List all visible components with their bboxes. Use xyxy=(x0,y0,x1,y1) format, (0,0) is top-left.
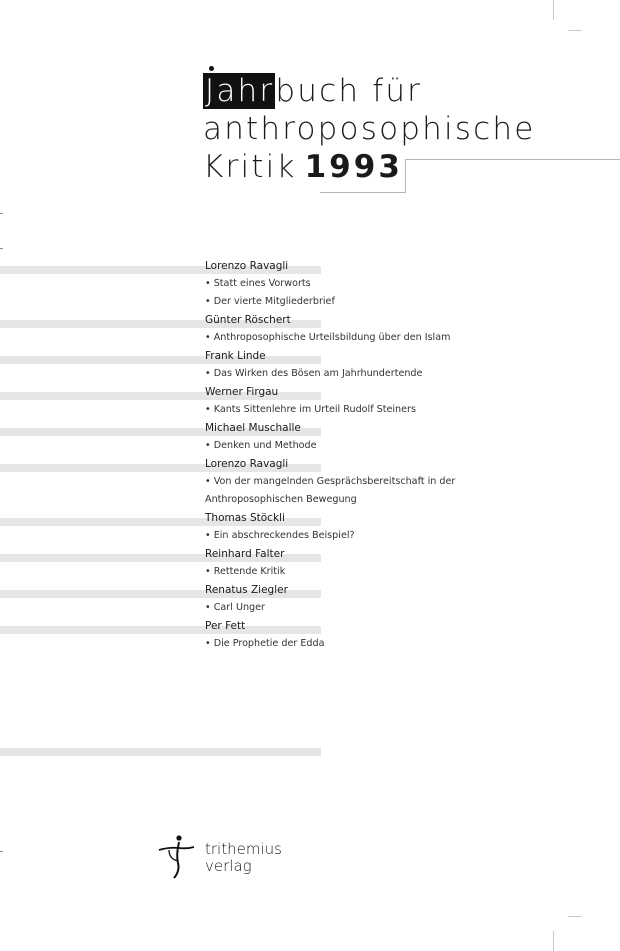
crop-mark xyxy=(553,0,554,20)
toc-author: Reinhard Falter xyxy=(205,548,285,560)
toc-article: • Die Prophetie der Edda xyxy=(205,638,325,649)
crop-mark xyxy=(0,248,3,249)
crop-mark xyxy=(553,931,554,951)
toc-article: • Anthroposophische Urteilsbildung über den Islam xyxy=(205,332,451,343)
crop-mark xyxy=(568,30,582,31)
title-word-kritik: Kritik xyxy=(203,149,297,185)
toc-article: • Von der mangelnden Gesprächsbereitschaft in der xyxy=(205,476,456,487)
decorative-bar xyxy=(0,748,321,756)
toc-article: • Statt eines Vorworts xyxy=(205,278,311,289)
toc-article: • Ein abschreckendes Beispiel? xyxy=(205,530,355,541)
publisher-line-2: verlag xyxy=(205,857,252,875)
crop-mark xyxy=(0,213,3,214)
toc-author: Günter Röschert xyxy=(205,314,291,326)
crop-mark xyxy=(0,851,3,852)
title-highlight: Jahr xyxy=(203,73,275,109)
toc-author: Werner Firgau xyxy=(205,386,279,398)
title-line-2: anthroposophische xyxy=(203,111,536,147)
publisher-line-1: trithemius xyxy=(205,840,282,858)
title-line-1 xyxy=(203,72,536,110)
toc-article: • Carl Unger xyxy=(205,602,265,613)
book-title xyxy=(203,72,536,186)
title-rule xyxy=(405,159,620,160)
table-of-contents xyxy=(205,257,605,653)
toc-article: Anthroposophischen Bewegung xyxy=(205,494,357,505)
title-dot xyxy=(209,66,214,71)
toc-article: • Denken und Methode xyxy=(205,440,317,451)
toc-article: • Das Wirken des Bösen am Jahrhundertende xyxy=(205,368,423,379)
title-line-3 xyxy=(203,148,536,186)
title-rest: buch für xyxy=(275,73,423,109)
title-rule xyxy=(320,192,406,193)
toc-author: Renatus Ziegler xyxy=(205,584,288,596)
toc-article: • Kants Sittenlehre im Urteil Rudolf Steiners xyxy=(205,404,416,415)
title-rule xyxy=(405,159,406,192)
publisher-name xyxy=(205,841,282,875)
toc-author: Lorenzo Ravagli xyxy=(205,260,289,272)
toc-article: • Rettende Kritik xyxy=(205,566,286,577)
toc-author: Michael Muschalle xyxy=(205,422,301,434)
toc-article: • Der vierte Mitgliederbrief xyxy=(205,296,335,307)
toc-author: Per Fett xyxy=(205,620,246,632)
crop-mark xyxy=(568,916,582,917)
toc-author: Frank Linde xyxy=(205,350,266,362)
toc-author: Thomas Stöckli xyxy=(205,512,285,524)
toc-author: Lorenzo Ravagli xyxy=(205,458,289,470)
trithemius-cross-logo-icon xyxy=(157,835,197,880)
title-year: 1993 xyxy=(304,149,403,185)
